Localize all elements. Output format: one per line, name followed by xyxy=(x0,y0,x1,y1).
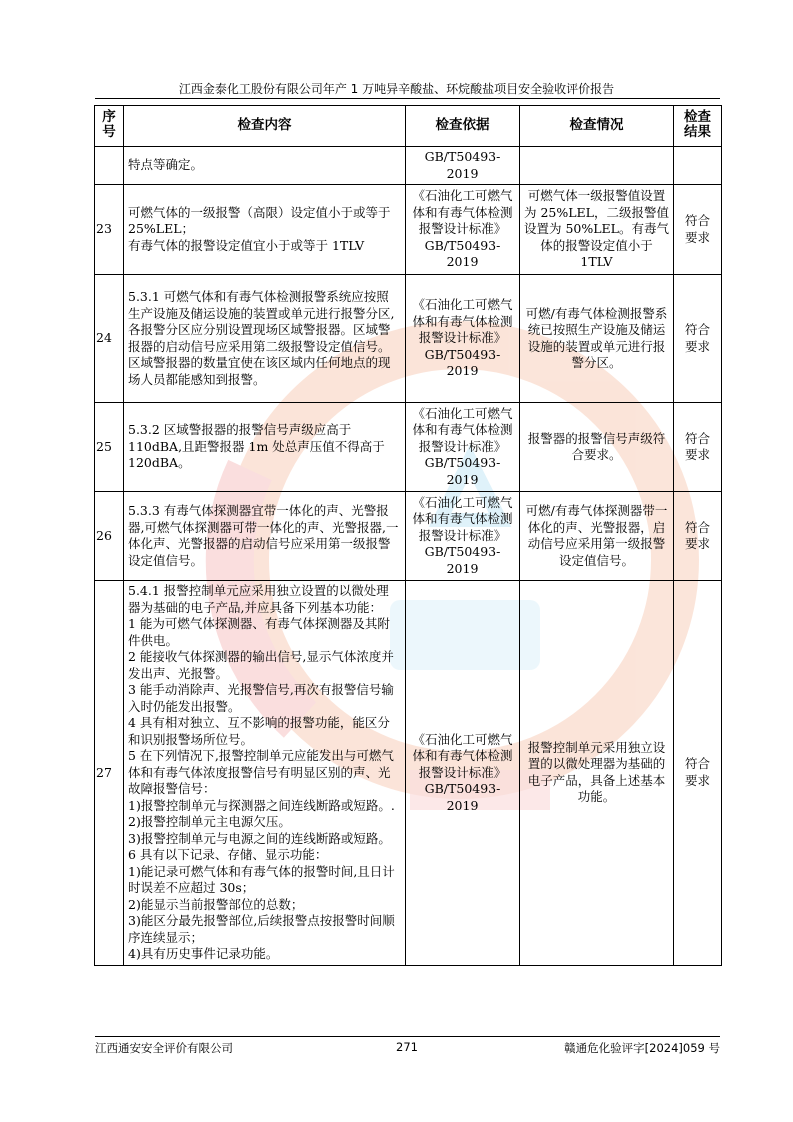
row-result: 符合要求 xyxy=(674,403,722,492)
row-status: 报警器的报警信号声级符合要求。 xyxy=(520,403,674,492)
col-header-content: 检查内容 xyxy=(124,106,406,147)
page-header-title: 江西金泰化工股份有限公司年产 1 万吨异辛酸盐、环烷酸盐项目安全验收评价报告 xyxy=(178,82,615,96)
row-basis: 《石油化工可燃气体和有毒气体检测报警设计标准》 GB/T50493-2019 xyxy=(406,403,520,492)
row-content: 可燃气体的一级报警（高限）设定值小于或等于 25%LEL； 有毒气体的报警设定值宜小于或等于 1TLV xyxy=(124,185,406,275)
row-status: 报警控制单元采用独立设置的以微处理器为基础的电子产品，具备上述基本功能。 xyxy=(520,581,674,966)
row-result: 符合要求 xyxy=(674,492,722,581)
row-basis: 《石油化工可燃气体和有毒气体检测报警设计标准》 GB/T50493-2019 xyxy=(406,275,520,403)
continuation-basis: GB/T50493-2019 xyxy=(406,147,520,185)
row-status: 可燃/有毒气体探测器带一体化的声、光警报器，启动信号应采用第一级报警设定值信号。 xyxy=(520,492,674,581)
table-row xyxy=(95,581,722,966)
row-basis: 《石油化工可燃气体和有毒气体检测报警设计标准》 GB/T50493-2019 xyxy=(406,581,520,966)
footer-rule xyxy=(95,1036,720,1037)
row-content: 5.3.2 区域警报器的报警信号声级应高于 110dBA,且距警报器 1m 处总声压值不得高于 120dBA。 xyxy=(124,403,406,492)
col-header-basis: 检查依据 xyxy=(406,106,520,147)
header-rule xyxy=(95,98,720,99)
table-row xyxy=(95,185,722,275)
col-header-result: 检查结果 xyxy=(674,106,722,147)
table-row-continuation xyxy=(95,147,722,185)
row-no: 24 xyxy=(95,275,124,403)
table-row xyxy=(95,403,722,492)
continuation-content: 特点等确定。 xyxy=(124,147,406,185)
footer-report-ref: 赣通危化验评字[2024]059 号 xyxy=(564,1041,720,1055)
row-content: 5.3.3 有毒气体探测器宜带一体化的声、光警报器,可燃气体探测器可带一体化的声、光警报器,一体化声、光警报器的启动信号应采用第一级报警设定值信号。 xyxy=(124,492,406,581)
row-content: 5.4.1 报警控制单元应采用独立设置的以微处理器为基础的电子产品,并应具备下列基本功能： 1 能为可燃气体探测器、有毒气体探测器及其附件供电。 2 能接收气体探测器的输出信号,显示气体浓度并发出声、光报警。 3 能手动消除声、光报警信号,再次有报警信号输入时仍能发出报警。 4 具有相对独立、互不影响的报警功能，能区分和识别报警场所位号。 5 在下列情况下,报警控制单元应能发出与可燃气体和有毒气体浓度报警信号有明显区别的声、光故障报警信号： 1)报警控制单元与探测器之间连线断路或短路。. 2)报警控制单元主电源欠压。 3)报警控制单元与电源之间的连线断路或短路。 6 具有以下记录、存储、显示功能： 1)能记录可燃气体和有毒气体的报警时间,且日计时误差不应超过 30s； 2)能显示当前报警部位的总数； 3)能区分最先报警部位,后续报警点按报警时间顺序连续显示； 4)具有历史事件记录功能。 xyxy=(124,581,406,966)
row-no: 26 xyxy=(95,492,124,581)
table-row xyxy=(95,275,722,403)
row-content: 5.3.1 可燃气体和有毒气体检测报警系统应按照生产设施及储运设施的装置或单元进行报警分区,各报警分区应分别设置现场区域警报器。区域警报器的启动信号应采用第二级报警设定值信号。区域警报器的数量宜使在该区域内任何地点的现场人员都能感知到报警。 xyxy=(124,275,406,403)
row-no: 25 xyxy=(95,403,124,492)
row-basis: 《石油化工可燃气体和有毒气体检测报警设计标准》 GB/T50493-2019 xyxy=(406,185,520,275)
row-basis: 《石油化工可燃气体和有毒气体检测报警设计标准》 GB/T50493-2019 xyxy=(406,492,520,581)
row-result: 符合要求 xyxy=(674,185,722,275)
inspection-table xyxy=(94,105,722,966)
row-result: 符合要求 xyxy=(674,275,722,403)
footer-page-number: 271 xyxy=(396,1040,418,1054)
col-header-status: 检查情况 xyxy=(520,106,674,147)
row-no: 23 xyxy=(95,185,124,275)
row-no: 27 xyxy=(95,581,124,966)
row-result: 符合要求 xyxy=(674,581,722,966)
row-status: 可燃/有毒气体检测报警系统已按照生产设施及储运设施的装置或单元进行报警分区。 xyxy=(520,275,674,403)
table-row xyxy=(95,492,722,581)
col-header-no: 序号 xyxy=(95,106,124,147)
footer-company: 江西通安安全评价有限公司 xyxy=(95,1041,233,1055)
row-status: 可燃气体一级报警值设置为 25%LEL，二级报警值设置为 50%LEL。有毒气体的报警设定值小于 1TLV xyxy=(520,185,674,275)
table-header-row xyxy=(95,106,722,147)
